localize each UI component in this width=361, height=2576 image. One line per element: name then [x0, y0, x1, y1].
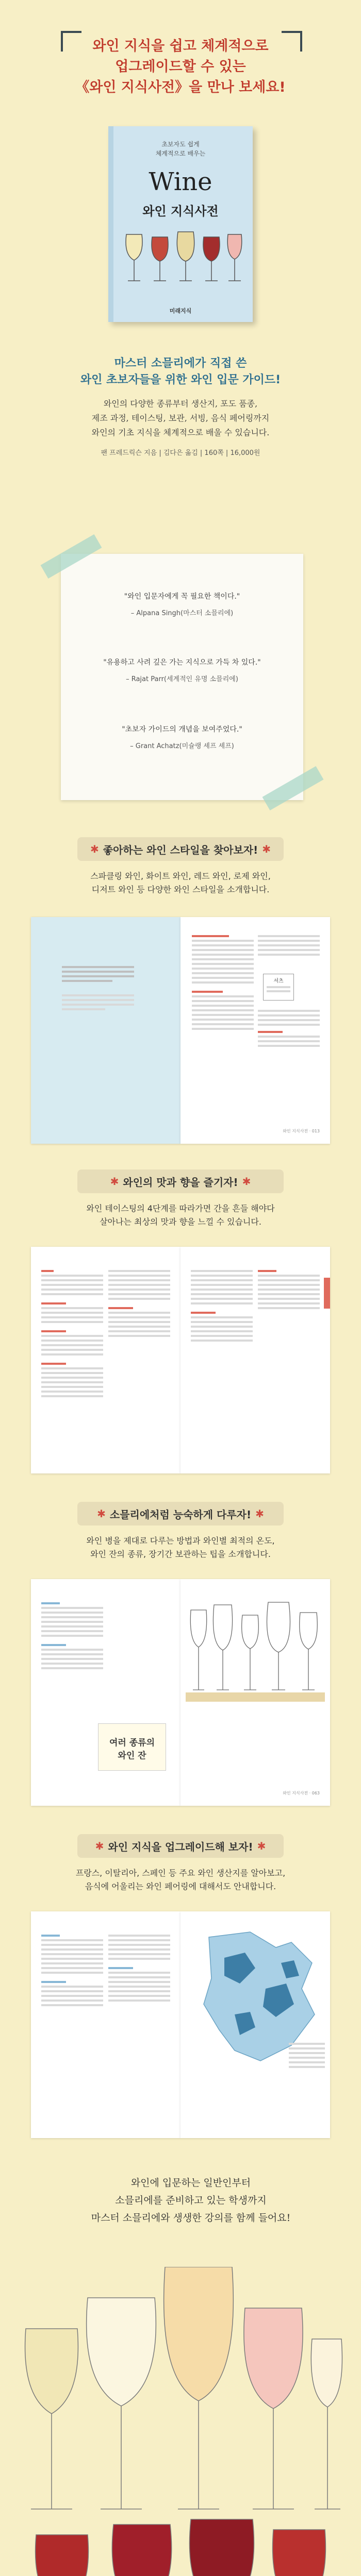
glass-icon: [164, 2267, 234, 2509]
quote-author: – Grant Achatz(미슐랭 셰프 셰프): [130, 742, 234, 750]
section-desc-line-2: 와인 잔의 종류, 장기간 보관하는 팁을 소개합니다.: [90, 1549, 271, 1559]
description-body-2: 제조 과정, 테이스팅, 보관, 서빙, 음식 페어링까지: [91, 413, 270, 423]
glass-icon: [25, 2329, 78, 2509]
quote-author: – Rajat Parr(세계적인 유명 소믈리에): [126, 675, 238, 683]
quote-text: "유용하고 사려 깊은 가는 지식으로 가득 차 있다.": [103, 658, 261, 667]
section-title: 소믈리에처럼 능숙하게 다루자!: [109, 1508, 252, 1521]
section-desc-line-2: 살아나는 최상의 맛과 향을 느낄 수 있습니다.: [100, 1217, 261, 1227]
spread-left-page: [31, 917, 180, 1144]
section-banner: [77, 1502, 284, 1526]
spread-right-page: [180, 1911, 330, 2138]
section-desc-line-2: 음식에 어울리는 와인 페어링에 대해서도 안내합니다.: [85, 1882, 276, 1891]
intro-headline: [52, 36, 309, 98]
section-desc-line-1: 프랑스, 이탈리아, 스페인 등 주요 와인 생산지를 알아보고,: [75, 1868, 286, 1878]
section-title: 와인의 맛과 향을 즐기자!: [123, 1176, 238, 1189]
glass-icon: [244, 2308, 303, 2509]
book-title-ko: 와인 지식사전: [142, 204, 219, 218]
spread-right-page: [180, 1579, 330, 1806]
section-desc-line-2: 디저트 와인 등 다양한 와인 스타일을 소개합니다.: [91, 885, 270, 894]
intro-line-2: 업그레이드할 수 있는: [115, 59, 246, 75]
info-box: [263, 974, 294, 1001]
wine-glasses-lineup: [186, 1600, 325, 1728]
description-line-1: 마스터 소믈리에가 직접 쓴: [114, 357, 247, 370]
glass-icon: [311, 2339, 342, 2509]
spread-left-page: [31, 1911, 180, 2138]
description-body-1: 와인의 다양한 종류부터 생산지, 포도 품종,: [103, 399, 258, 409]
glass-icon: [126, 232, 242, 281]
info-box-label: 셔츠: [273, 978, 284, 984]
section-desc-line-1: 와인 병을 제대로 다루는 방법과 와인별 최적의 온도,: [86, 1536, 275, 1546]
quote-card: [61, 554, 303, 800]
outro-line-1: 와인에 입문하는 일반인부터: [130, 2177, 251, 2189]
section-desc: [31, 1867, 330, 1893]
spread-left-page: [31, 1579, 180, 1806]
section-desc: [31, 1534, 330, 1561]
section-desc: [31, 1202, 330, 1229]
description-body-3: 와인의 기초 지식을 체계적으로 배울 수 있습니다.: [91, 428, 270, 437]
section-desc: [31, 870, 330, 896]
glass-label-line-1: 여러 종류의: [109, 1738, 155, 1748]
section-banner: [77, 1170, 284, 1193]
glass-icon: [112, 2524, 171, 2576]
description-line-2: 와인 초보자들을 위한 와인 입문 가이드!: [80, 374, 281, 386]
star-icon: ✱: [90, 843, 99, 855]
outro-glasses-illustration: [15, 2267, 346, 2576]
description-block: [31, 355, 330, 457]
description-meta: 팬 프레드릭슨 지음 | 김다은 옮김 | 160쪽 | 16,000원: [101, 449, 260, 457]
star-icon: ✱: [97, 1507, 106, 1520]
star-icon: ✱: [110, 1175, 119, 1188]
book-title-en: Wine: [149, 167, 212, 196]
section-banner: [77, 1834, 284, 1858]
section-desc-line-1: 와인 테이스팅의 4단계를 따라가면 간을 흔들 해야다: [86, 1204, 275, 1213]
spread-left-page: [31, 1247, 180, 1473]
book-cover: [108, 126, 253, 322]
section-desc-line-1: 스파클링 와인, 화이트 와인, 레드 와인, 로제 와인,: [90, 871, 271, 881]
spread-right-page: [180, 917, 330, 1144]
outro-line-3: 마스터 소믈리에와 생생한 강의를 함께 들어요!: [91, 2212, 291, 2224]
quote-text: "와인 입문자에게 꼭 필요한 책이다.": [124, 592, 240, 601]
star-icon: ✱: [262, 843, 271, 855]
book-publisher: 미래지식: [169, 308, 192, 314]
star-icon: ✱: [255, 1507, 264, 1520]
intro-line-1: 와인 지식을 쉽고 체계적으로: [92, 38, 269, 54]
star-icon: ✱: [95, 1840, 104, 1852]
glass-icon: [190, 1602, 317, 1690]
star-icon: ✱: [242, 1175, 251, 1188]
page-footer: 와인 지식사전 · 063: [283, 1791, 320, 1795]
quote-author: – Alpana Singh(마스터 소믈리에): [130, 609, 234, 617]
glass-icon: [36, 2535, 89, 2576]
outro-block: [72, 2174, 309, 2227]
side-tab: [324, 1278, 330, 1309]
spread-right-page: [180, 1247, 330, 1473]
glass-icon: [190, 2519, 254, 2576]
glass-label-line-2: 와인 잔: [118, 1751, 146, 1761]
section-title: 좋아하는 와인 스타일을 찾아보자!: [103, 843, 258, 856]
tape-decoration: [41, 534, 102, 579]
tape-decoration: [262, 766, 324, 810]
glass-type-label: [98, 1723, 166, 1771]
intro-line-3: 《와인 지식사전》을 만나 보세요!: [75, 79, 286, 95]
glass-icon: [87, 2298, 156, 2509]
map-legend: [289, 2040, 325, 2071]
book-subtitle-1: 초보자도 쉽게: [161, 141, 200, 148]
glass-icon: [273, 2530, 326, 2576]
outro-line-2: 소믈리에를 준비하고 있는 학생까지: [115, 2195, 267, 2206]
star-icon: ✱: [257, 1840, 266, 1852]
quote-text: "초보자 가이드의 개념을 보여주었다.": [122, 725, 242, 734]
section-title: 와인 지식을 업그레이드해 보자!: [108, 1840, 253, 1853]
wine-glasses-illustration: [113, 229, 248, 291]
book-subtitle-2: 체계적으로 배우는: [155, 150, 206, 157]
section-banner: [77, 837, 284, 861]
page-footer: 와인 지식사전 · 013: [283, 1129, 320, 1133]
